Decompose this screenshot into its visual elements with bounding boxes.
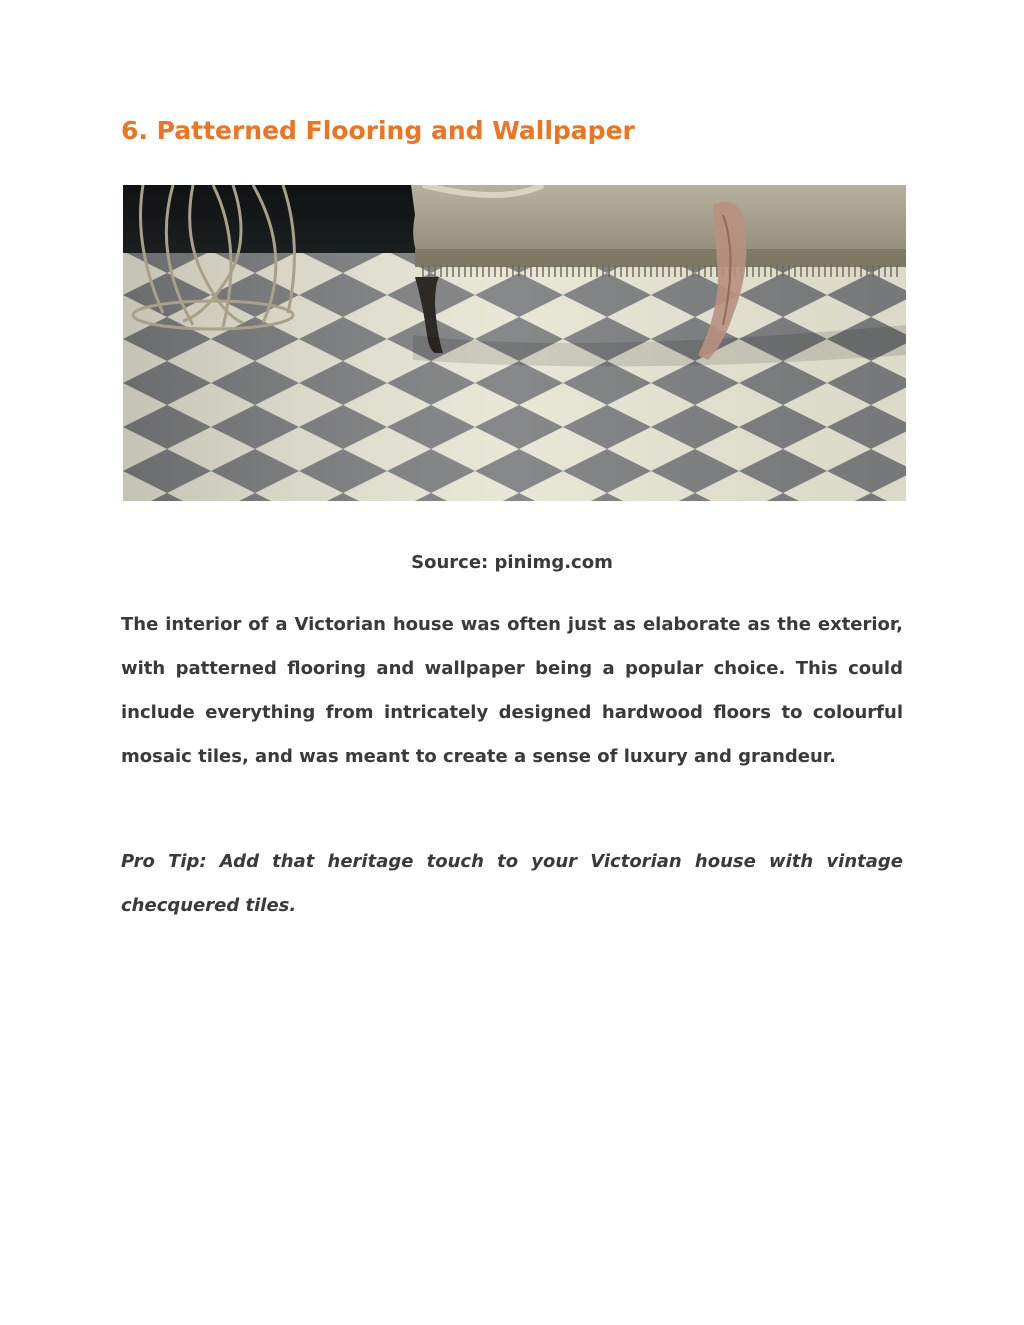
pro-tip: Pro Tip: Add that heritage touch to your Victorian house with vintage checquered tiles. xyxy=(121,851,903,916)
section-heading: 6. Patterned Flooring and Wallpaper xyxy=(121,116,635,145)
body-paragraph: The interior of a Victorian house was often just as elaborate as the exterior, with patterned flooring and wallpaper being a popular choice. This could include everything from intricately designed hardwood floors to colourful mosaic tiles, and was meant to create a sense of luxury and grandeur. xyxy=(121,614,903,767)
checkered-floor-photo xyxy=(123,185,906,501)
image-source-caption: Source: pinimg.com xyxy=(411,552,613,573)
